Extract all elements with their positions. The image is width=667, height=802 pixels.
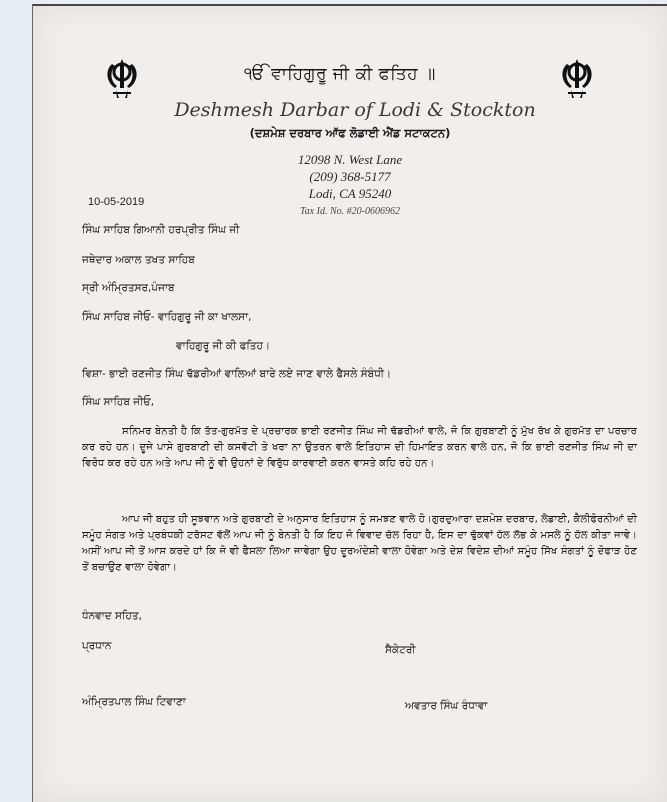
body-paragraph-2: ਆਪ ਜੀ ਬਹੁਤ ਹੀ ਸੂਝਵਾਨ ਅਤੇ ਗੁਰਬਾਣੀ ਦੇ ਅਨੁਸਾਰ ਇਤਿਹਾਸ ਨੂੰ ਸਮਝਣ ਵਾਲੇ ਹੋ।ਗੁਰਦੁਆਰਾ ਦਸ਼ਮੇਸ਼ ਦਰਬਾਰ, ਲੋਡਾਈ, ਕੈਲੀਫੋਰਨੀਆਂ ਦੀ ਸਮੂੰਹ ਸੰਗਤ ਅਤੇ ਪ੍ਰਬੰਧਕੀ ਟਰੱਸਟ ਵੱਲੋਂ ਆਪ ਜੀ ਨੂੰ ਬੇਨਤੀ ਹੈ ਕਿ ਇਹ ਜੋ ਵਿਵਾਦ ਚੱਲ ਰਿਹਾ ਹੈ, ਇਸ ਦਾ ਢੁੱਕਵਾਂ ਹੱਲ ਲੱਭ ਕੇ ਮਸਲੇ ਨੂੰ ਹੱਲ ਕੀਤਾ ਜਾਵੇ।ਅਸੀਂ ਆਪ ਜੀ ਤੋਂ ਆਸ ਕਰਦੇ ਹਾਂ ਕਿ ਜੋ ਵੀ ਫੈਸਲਾ ਲਿਆ ਜਾਵੇਗਾ ਉਹ ਦੂਰਅੰਦੇਸ਼ੀ ਵਾਲਾ ਹੋਵੇਗਾ ਅਤੇ ਦੇਸ਼ ਵਿਦੇਸ਼ ਦੀਆਂ ਸਮੂੰਹ ਸਿੱਖ ਸੰਗਤਾਂ ਨੂੰ ਦੋਫਾੜ ਹੋਣ ਤੋਂ ਬਚਾਉਣ ਵਾਲਾ ਹੋਵੇਗਾ। xyxy=(82,514,637,573)
closing: ਧੰਨਵਾਦ ਸਹਿਤ, xyxy=(82,610,142,622)
signatory-left-title: ਪ੍ਰਧਾਨ xyxy=(82,640,112,652)
recipient-title: ਜਥੇਦਾਰ ਅਕਾਲ ਤਖਤ ਸਾਹਿਬ xyxy=(82,254,195,266)
phone-number: (209) 368-5177 xyxy=(309,169,391,184)
address-line: 12098 N. West Lane xyxy=(297,152,403,167)
subject-line: ਵਿਸ਼ਾ- ਭਾਈ ਰਣਜੀਤ ਸਿੰਘ ਢੱਡਰੀਆਂ ਵਾਲਿਆਂ ਬਾਰੇ ਲਏ ਜਾਣ ਵਾਲੇ ਫੈਸਲੇ ਸੰਬੰਧੀ। xyxy=(82,368,392,380)
salutation-line: ਸਿੰਘ ਸਾਹਿਬ ਜੀਓ- ਵਾਹਿਗੁਰੂ ਜੀ ਕਾ ਖਾਲਸਾ, xyxy=(82,311,252,323)
khanda-icon xyxy=(105,58,139,100)
signatory-left-name: ਅੰਮ੍ਰਿਤਪਾਲ ਸਿੰਘ ਟਿਵਾਣਾ xyxy=(82,696,186,708)
organization-name: Deshmesh Darbar of Lodi & Stockton xyxy=(174,99,536,121)
signatory-right-name: ਅਵਤਾਰ ਸਿੰਘ ਰੰਧਾਵਾ xyxy=(405,700,488,712)
organization-name-punjabi: (ਦਸ਼ਮੇਸ਼ ਦਰਬਾਰ ਆੱਫ ਲੋਡਾਈ ਐਂਡ ਸਟਾਕਟਨ) xyxy=(249,126,451,140)
recipient-name: ਸਿੰਘ ਸਾਹਿਬ ਗਿਆਨੀ ਹਰਪ੍ਰੀਤ ਸਿੰਘ ਜੀ xyxy=(82,224,240,236)
khanda-icon xyxy=(560,58,594,100)
recipient-location: ਸ੍ਰੀ ਅੰਮ੍ਰਿਤਸਰ,ਪੰਜਾਬ xyxy=(82,282,175,294)
tax-id: Tax Id. No. #20-0606962 xyxy=(300,206,400,217)
salutation-fateh: ਵਾਹਿਗੁਰੂ ਜੀ ਕੀ ਫਤਿਹ। xyxy=(176,340,271,352)
invocation-heading: ੴ ਵਾਹਿਗੁਰੂ ਜੀ ਕੀ ਫਤਿਹ ॥ xyxy=(244,64,436,84)
letter-date: 10-05-2019 xyxy=(88,196,145,208)
city-line: Lodi, CA 95240 xyxy=(308,186,392,201)
greeting: ਸਿੰਘ ਸਾਹਿਬ ਜੀਓ, xyxy=(82,396,155,408)
body-paragraph-1: ਸਨਿਮਰ ਬੇਨਤੀ ਹੈ ਕਿ ਤੱਤ-ਗੁਰਮੱਤ ਦੇ ਪ੍ਰਚਾਰਕ ਭਾਈ ਰਣਜੀਤ ਸਿੰਘ ਜੀ ਢੱਡਰੀਆਂ ਵਾਲੇ, ਜੋ ਕਿ ਗੁਰਬਾਣੀ ਨੂੰ ਮੁੱਖ ਰੱਖ ਕੇ ਗੁਰਮੱਤ ਦਾ ਪਰਚਾਰ ਕਰ ਰਹੇ ਹਨ। ਦੂਜੇ ਪਾਸੇ ਗੁਰਬਾਣੀ ਦੀ ਕਸਵੱਟੀ ਤੇ ਖਰਾ ਨਾ ਉਤਰਨ ਵਾਲੇ ਇਤਿਹਾਸ ਦੀ ਹਿਮਾਇਤ ਕਰਨ ਵਾਲੇ ਹਨ, ਜੋ ਕਿ ਭਾਈ ਰਣਜੀਤ ਸਿੰਘ ਜੀ ਦਾ ਵਿਰੋਧ ਕਰ ਰਹੇ ਹਨ ਅਤੇ ਆਪ ਜੀ ਨੂੰ ਵੀ ਉਹਨਾਂ ਦੇ ਵਿਰੁੱਧ ਕਾਰਵਾਈ ਕਰਨ ਵਾਸਤੇ ਕਹਿ ਰਹੇ ਹਨ। xyxy=(82,426,637,469)
signatory-right-title: ਸੈਕੇਟਰੀ xyxy=(385,644,416,656)
